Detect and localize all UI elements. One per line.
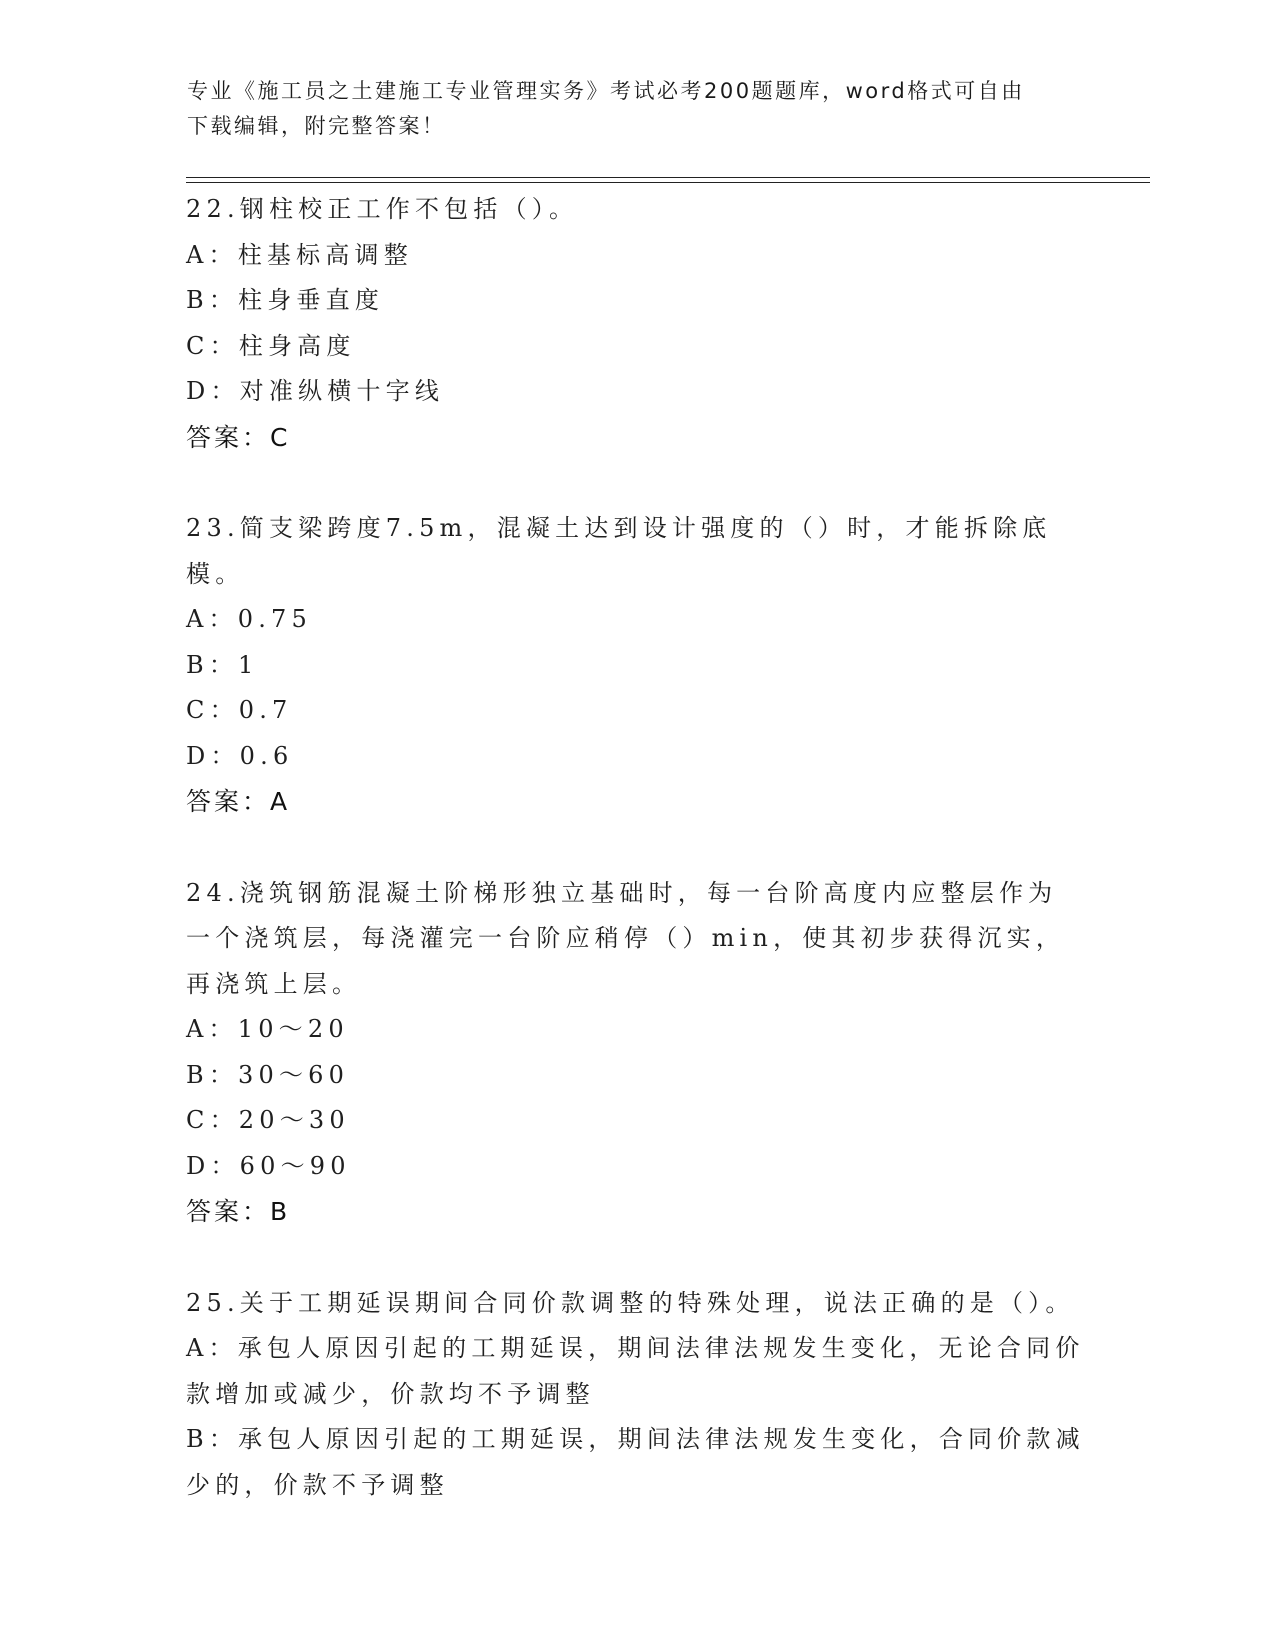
question-25	[186, 1281, 1086, 1509]
option-b: B：柱身垂直度	[186, 286, 385, 314]
question-list	[186, 187, 1086, 1508]
option-a: A：柱基标高调整	[186, 240, 413, 269]
header-line-2: 下载编辑，附完整答案！	[187, 114, 446, 138]
question-text: 23.简支梁跨度7.5m，混凝土达到设计强度的（）时，才能拆除底模。	[186, 514, 1052, 588]
option-b: B：30～60	[186, 1060, 350, 1089]
header-divider-bottom	[186, 182, 1150, 183]
option-c: C：柱身高度	[186, 331, 356, 360]
option-c: C：20～30	[186, 1106, 350, 1134]
option-d: D：对准纵横十字线	[186, 377, 445, 405]
document-header	[187, 74, 1067, 144]
header-line-1: 专业《施工员之土建施工专业管理实务》考试必考200题题库，word格式可自由	[187, 79, 1025, 103]
option-d: D：0.6	[186, 741, 294, 770]
question-text: 25.关于工期延误期间合同价款调整的特殊处理，说法正确的是（）。	[186, 1288, 1075, 1317]
answer-line: 答案：C	[186, 422, 291, 452]
option-c: C：0.7	[186, 696, 293, 724]
question-text: 24.浇筑钢筋混凝土阶梯形独立基础时，每一台阶高度内应整层作为一个浇筑层，每浇灌完一台阶应稍停（）min，使其初步获得沉实，再浇筑上层。	[186, 878, 1066, 998]
question-22	[186, 187, 1086, 460]
option-b: B：承包人原因引起的工期延误，期间法律法规发生变化，合同价款减少的，价款不予调整	[186, 1425, 1085, 1499]
option-b: B：1	[186, 650, 259, 679]
question-23	[186, 506, 1086, 825]
header-divider-top	[186, 177, 1150, 178]
option-a: A：承包人原因引起的工期延误，期间法律法规发生变化，无论合同价款增加或减少，价款均不予调整	[186, 1334, 1085, 1408]
answer-line: 答案：A	[186, 787, 291, 816]
option-a: A：10～20	[186, 1015, 349, 1043]
answer-line: 答案：B	[186, 1197, 291, 1226]
question-text: 22.钢柱校正工作不包括（）。	[186, 195, 579, 223]
option-a: A：0.75	[186, 605, 312, 633]
option-d: D：60～90	[186, 1151, 351, 1180]
question-24	[186, 871, 1086, 1235]
